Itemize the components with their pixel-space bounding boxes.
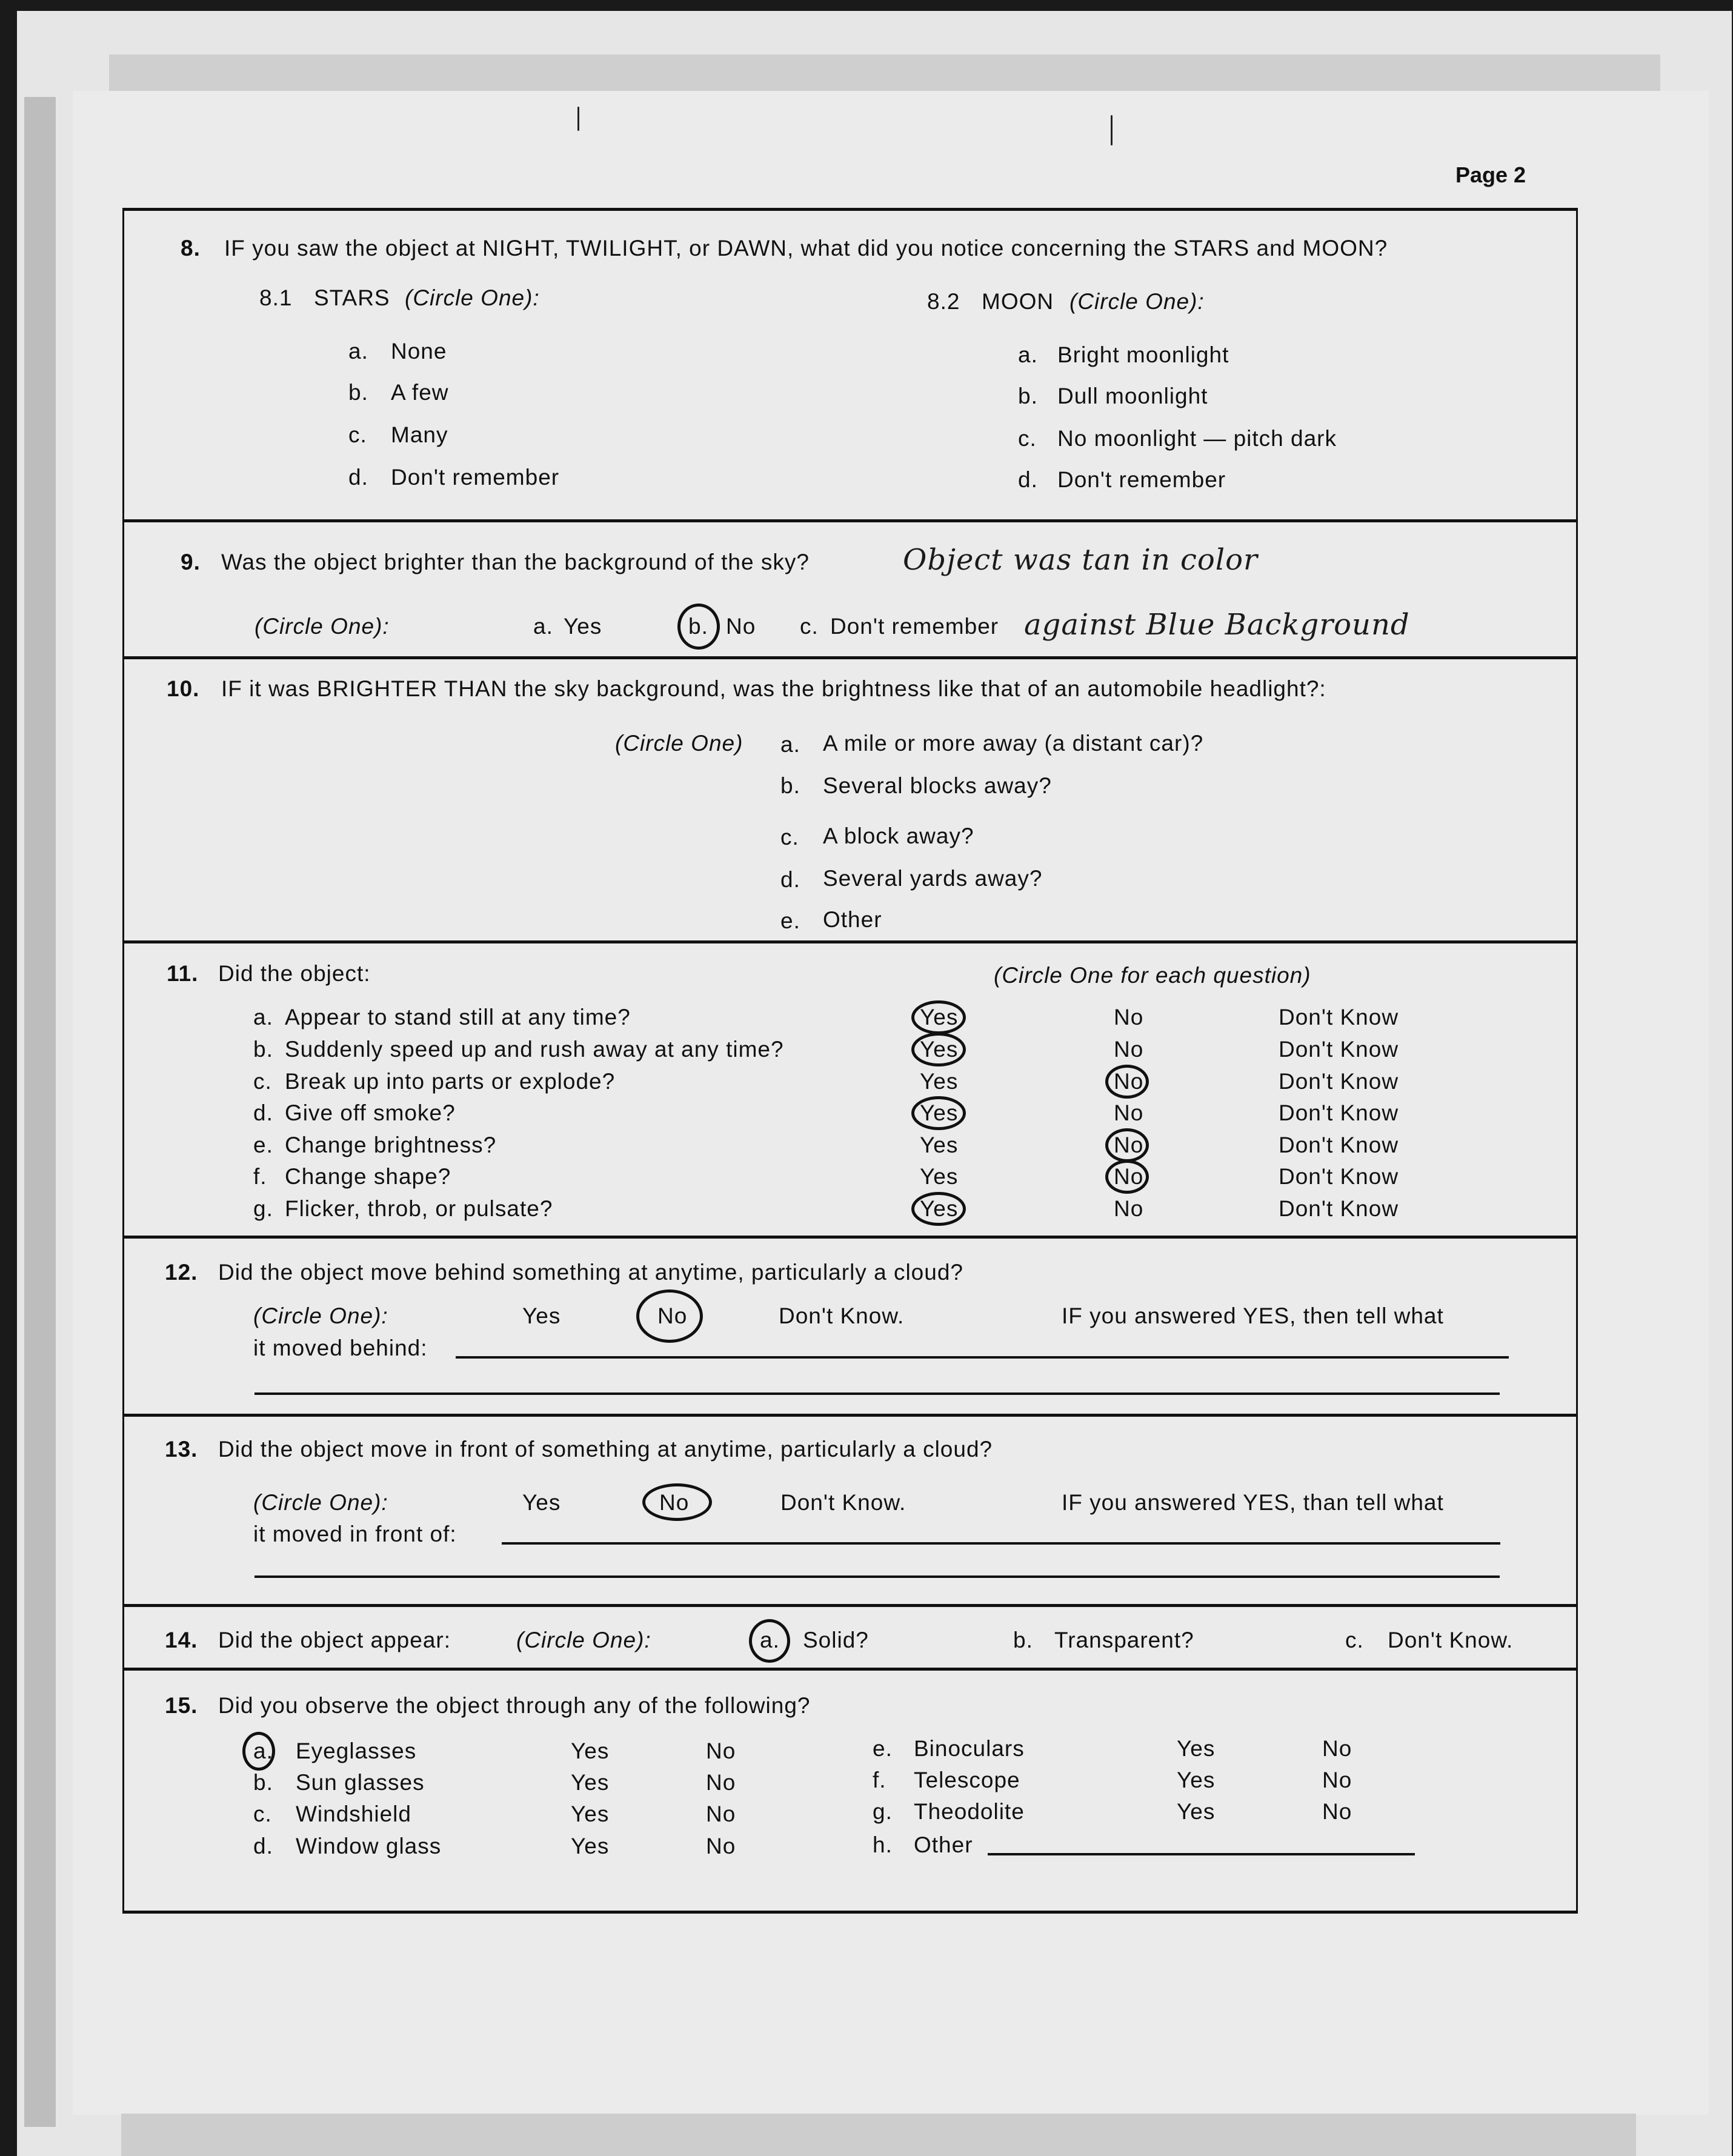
question-number: 12. (165, 1260, 198, 1285)
divider-9-10 (122, 656, 1577, 659)
divider-14-15 (122, 1668, 1577, 1671)
stars-instruction: (Circle One): (405, 285, 540, 310)
option-yes[interactable]: Yes (522, 1490, 561, 1515)
question-number: 11. (167, 961, 199, 986)
handwritten-note-line1: Object was tan in color (903, 543, 1258, 577)
answer-no[interactable]: No (1114, 1100, 1144, 1125)
instruction: (Circle One for each question) (994, 963, 1311, 988)
row-letter: c. (253, 1069, 272, 1094)
row-letter: e. (253, 1133, 273, 1157)
option-label: No (726, 614, 756, 639)
option-label: Windshield (296, 1802, 411, 1826)
followup-label: it moved in front of: (253, 1522, 457, 1546)
followup-prompt: IF you answered YES, than tell what (1062, 1490, 1444, 1515)
option-letter: a. (253, 1738, 273, 1763)
instruction: (Circle One): (253, 1490, 388, 1515)
option-letter: c. (1018, 426, 1037, 451)
option-label: Don't Know. (1388, 1628, 1514, 1652)
option-letter: e. (873, 1736, 893, 1761)
answer-yes[interactable]: Yes (571, 1770, 610, 1795)
answer-yes[interactable]: Yes (920, 1069, 959, 1094)
instruction: (Circle One): (254, 614, 390, 639)
answer-yes[interactable]: Yes (920, 1133, 959, 1157)
answer-don-t-know[interactable]: Don't Know (1279, 1037, 1399, 1062)
answer-don-t-know[interactable]: Don't Know (1279, 1069, 1399, 1094)
answer-yes[interactable]: Yes (571, 1738, 610, 1763)
option-letter: e. (780, 908, 800, 933)
answer-no[interactable]: No (706, 1738, 736, 1763)
page-shadow-bottom (121, 2114, 1636, 2156)
option-label: Theodolite (914, 1799, 1025, 1824)
question-text: Did you observe the object through any of the following? (218, 1693, 811, 1718)
option-label: Solid? (803, 1628, 869, 1652)
option-letter: d. (253, 1834, 273, 1858)
question-number: 10. (167, 676, 200, 701)
row-label: Flicker, throb, or pulsate? (285, 1196, 553, 1221)
followup-label: it moved behind: (253, 1336, 428, 1360)
option-label: Several yards away? (823, 866, 1043, 891)
option-yes[interactable]: Yes (522, 1303, 561, 1328)
moved-in-front-input-line-2[interactable] (254, 1575, 1500, 1578)
answer-yes[interactable]: Yes (571, 1834, 610, 1858)
question-number: 15. (165, 1693, 198, 1718)
question-text: IF you saw the object at NIGHT, TWILIGHT, or DAWN, what did you notice concerning the STARS and MOON? (224, 236, 1388, 261)
answer-yes[interactable]: Yes (1177, 1768, 1216, 1792)
question-number: 13. (165, 1437, 198, 1462)
answer-no[interactable]: No (706, 1802, 736, 1826)
option-label: Don't remember (830, 614, 999, 639)
moved-behind-input-line[interactable] (456, 1356, 1509, 1359)
option-letter: c. (253, 1802, 272, 1826)
option-no[interactable]: No (657, 1303, 688, 1328)
answer-no[interactable]: No (1322, 1768, 1352, 1792)
handwritten-note-line2: against Blue Background (1024, 608, 1410, 642)
option-letter: b. (348, 380, 368, 405)
punch-mark (577, 107, 579, 131)
option-label: A few (391, 380, 449, 405)
answer-no[interactable]: No (1114, 1069, 1144, 1094)
answer-yes[interactable]: Yes (920, 1037, 959, 1062)
option-letter: d. (1018, 467, 1038, 492)
option-letter: a. (348, 339, 368, 364)
option-letter: a. (1018, 342, 1038, 367)
moved-in-front-input-line[interactable] (502, 1542, 1500, 1545)
option-letter: d. (348, 465, 368, 490)
row-letter: f. (253, 1164, 267, 1189)
answer-don-t-know[interactable]: Don't Know (1279, 1005, 1399, 1030)
punch-mark (1111, 115, 1113, 145)
answer-no[interactable]: No (1114, 1196, 1144, 1221)
answer-no[interactable]: No (1114, 1005, 1144, 1030)
option-letter: c. (780, 825, 799, 850)
other-input-line[interactable] (988, 1853, 1415, 1855)
instruction: (Circle One): (253, 1303, 388, 1328)
option-letter: b. (1013, 1628, 1033, 1652)
question-text: Did the object: (218, 961, 371, 986)
question-number: 8. (181, 236, 201, 261)
question-text: Was the object brighter than the background of the sky? (221, 550, 810, 574)
answer-don-t-know[interactable]: Don't Know (1279, 1100, 1399, 1125)
option-label: Bright moonlight (1057, 342, 1229, 367)
divider-8-9 (122, 519, 1577, 522)
answer-no[interactable]: No (1322, 1799, 1352, 1824)
option-label: Sun glasses (296, 1770, 425, 1795)
answer-no[interactable]: No (706, 1834, 736, 1858)
instruction: (Circle One) (615, 731, 743, 756)
divider-12-13 (122, 1414, 1577, 1417)
option-label: Binoculars (914, 1736, 1025, 1761)
answer-don-t-know[interactable]: Don't Know (1279, 1133, 1399, 1157)
question-text: IF it was BRIGHTER THAN the sky background, was the brightness like that of an automobile headlight?: (221, 676, 1326, 701)
moon-heading: MOON (982, 289, 1054, 314)
option-label: A mile or more away (a distant car)? (823, 731, 1204, 756)
option-label: Several blocks away? (823, 773, 1052, 798)
option-letter: d. (780, 867, 800, 892)
answer-yes[interactable]: Yes (1177, 1799, 1216, 1824)
option-letter: b. (780, 773, 800, 798)
option-letter: b. (1018, 384, 1038, 408)
divider-10-11 (122, 940, 1577, 943)
option-no[interactable]: No (659, 1490, 690, 1515)
option-label: Telescope (914, 1768, 1020, 1792)
option-letter: b. (688, 614, 708, 639)
stars-heading: STARS (314, 285, 390, 310)
option-letter: h. (873, 1832, 893, 1857)
answer-no[interactable]: No (1114, 1133, 1144, 1157)
answer-yes[interactable]: Yes (920, 1100, 959, 1125)
option-letter: c. (1345, 1628, 1364, 1652)
row-label: Give off smoke? (285, 1100, 456, 1125)
option-label: No moonlight — pitch dark (1057, 426, 1337, 451)
divider-13-14 (122, 1604, 1577, 1607)
option-letter: c. (800, 614, 819, 639)
option-label: Other (914, 1832, 973, 1857)
row-label: Change shape? (285, 1164, 451, 1189)
stars-heading-number: 8.1 (259, 285, 293, 310)
option-dont-know[interactable]: Don't Know. (779, 1303, 905, 1328)
option-label: Other (823, 907, 882, 932)
page-number: Page 2 (1455, 162, 1526, 187)
option-dont-know[interactable]: Don't Know. (780, 1490, 906, 1515)
moon-instruction: (Circle One): (1069, 289, 1205, 314)
answer-yes[interactable]: Yes (920, 1196, 959, 1221)
option-letter: a. (533, 614, 553, 639)
option-letter: c. (348, 422, 367, 447)
option-label: Don't remember (391, 465, 560, 490)
option-label: Transparent? (1054, 1628, 1194, 1652)
row-label: Suddenly speed up and rush away at any time? (285, 1037, 784, 1062)
row-label: Change brightness? (285, 1133, 497, 1157)
row-label: Break up into parts or explode? (285, 1069, 616, 1094)
followup-prompt: IF you answered YES, then tell what (1062, 1303, 1444, 1328)
answer-yes[interactable]: Yes (571, 1802, 610, 1826)
option-label: Don't remember (1057, 467, 1226, 492)
instruction: (Circle One): (516, 1628, 651, 1652)
answer-yes[interactable]: Yes (920, 1164, 959, 1189)
answer-no[interactable]: No (1114, 1037, 1144, 1062)
page-shadow-left (24, 97, 56, 2127)
answer-don-t-know[interactable]: Don't Know (1279, 1164, 1399, 1189)
divider-11-12 (122, 1236, 1577, 1239)
question-number: 9. (181, 550, 201, 574)
answer-no[interactable]: No (1322, 1736, 1352, 1761)
option-label: Eyeglasses (296, 1738, 417, 1763)
answer-yes[interactable]: Yes (1177, 1736, 1216, 1761)
question-text: Did the object move behind something at anytime, particularly a cloud? (218, 1260, 963, 1285)
option-letter: a. (780, 732, 800, 757)
moon-heading-number: 8.2 (927, 289, 960, 314)
option-letter: b. (253, 1770, 273, 1795)
answer-no[interactable]: No (1114, 1164, 1144, 1189)
option-label: Yes (564, 614, 602, 639)
question-text: Did the object move in front of something at anytime, particularly a cloud? (218, 1437, 993, 1462)
question-number: 14. (165, 1628, 198, 1652)
moved-behind-input-line-2[interactable] (254, 1392, 1500, 1395)
option-label: Window glass (296, 1834, 442, 1858)
row-letter: a. (253, 1005, 273, 1030)
option-label: Many (391, 422, 448, 447)
question-text: Did the object appear: (218, 1628, 451, 1652)
answer-no[interactable]: No (706, 1770, 736, 1795)
answer-don-t-know[interactable]: Don't Know (1279, 1196, 1399, 1221)
option-label: None (391, 339, 447, 364)
page-shadow-top (109, 55, 1660, 91)
option-letter: g. (873, 1799, 893, 1824)
option-label: Dull moonlight (1057, 384, 1208, 408)
answer-yes[interactable]: Yes (920, 1005, 959, 1030)
option-letter: a. (760, 1628, 780, 1652)
row-letter: d. (253, 1100, 273, 1125)
row-letter: g. (253, 1196, 273, 1221)
row-label: Appear to stand still at any time? (285, 1005, 631, 1030)
option-letter: f. (873, 1768, 886, 1792)
option-label: A block away? (823, 823, 974, 848)
row-letter: b. (253, 1037, 273, 1062)
